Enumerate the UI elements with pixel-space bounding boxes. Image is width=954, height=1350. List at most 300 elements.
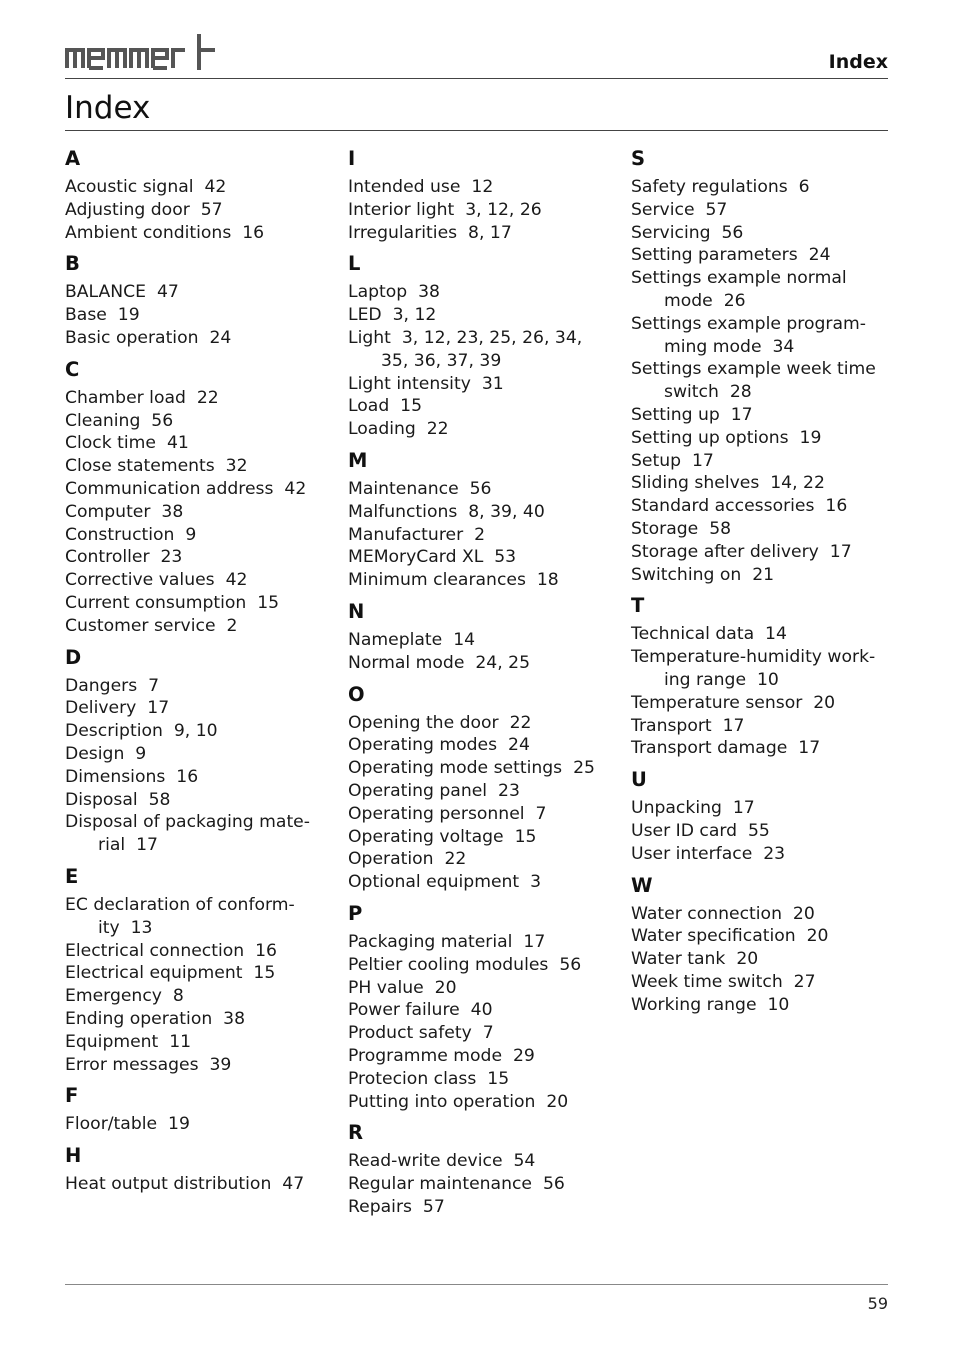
index-term: Error messages [65, 1054, 199, 1075]
index-entry-list [65, 675, 327, 857]
index-letter-heading: M [348, 448, 368, 472]
index-term: Packaging material [348, 931, 513, 952]
index-term: Operating voltage [348, 826, 504, 847]
index-term: Week time switch [631, 971, 783, 992]
index-term: Setting up [631, 404, 720, 425]
index-entry [631, 222, 893, 245]
index-letter-heading: H [65, 1144, 82, 1168]
index-page-refs: 39 [209, 1054, 232, 1075]
index-page-refs: 32 [225, 456, 248, 477]
index-page-refs: 22 [444, 849, 467, 870]
index-entry [348, 501, 610, 524]
footer-rule [65, 1284, 888, 1285]
index-term: Floor/table [65, 1114, 158, 1135]
index-page-refs: 16 [242, 222, 265, 243]
index-entry [631, 843, 893, 866]
index-entry [65, 743, 327, 766]
index-letter-heading: T [631, 594, 645, 618]
index-term: Communication address [65, 478, 274, 499]
index-page-refs: 41 [166, 433, 189, 454]
index-letter-heading: S [631, 147, 646, 170]
index-page-refs: 54 [513, 1151, 536, 1172]
index-letter-group [65, 1143, 327, 1196]
index-entry [65, 615, 327, 638]
index-term: Load [348, 396, 390, 417]
index-entry [65, 789, 327, 812]
index-page-refs: 29 [512, 1045, 535, 1066]
index-letter-heading: D [65, 645, 82, 669]
index-letter-heading: N [348, 599, 365, 623]
index-entry [348, 977, 610, 1000]
index-term: Settings example program-ming mode [631, 313, 866, 357]
index-term: Water connection [631, 903, 782, 924]
index-term: User ID card [631, 820, 738, 841]
index-term: Optional equipment [348, 872, 520, 893]
index-entry-list [631, 176, 893, 586]
index-page-refs: 11 [169, 1031, 192, 1052]
index-page-refs: 56 [559, 954, 582, 975]
index-page-refs: 13 [130, 917, 153, 938]
index-page-refs: 56 [542, 1174, 565, 1195]
index-page-refs: 15 [253, 963, 276, 984]
index-page-refs: 17 [523, 931, 546, 952]
index-entry [348, 395, 610, 418]
index-letter-group [65, 146, 327, 244]
index-entry [631, 971, 893, 994]
index-entry [65, 176, 327, 199]
index-entry [631, 925, 893, 948]
index-entry [65, 281, 327, 304]
index-entry [65, 1008, 327, 1031]
index-page-refs: 24 [808, 245, 831, 266]
index-page-refs: 55 [748, 820, 770, 841]
index-term: Heat output distribution [65, 1174, 272, 1195]
index-term: Storage after delivery [631, 541, 819, 562]
index-page-refs: 21 [752, 564, 775, 585]
index-term: Storage [631, 518, 699, 539]
index-entry [631, 692, 893, 715]
index-entry-list [65, 894, 327, 1076]
index-entry-list [65, 1173, 327, 1196]
index-term: Description [65, 721, 163, 742]
index-term: Interior light [348, 199, 455, 220]
index-entry [348, 546, 610, 569]
index-entry [65, 894, 327, 940]
index-page-refs: 20 [736, 949, 759, 970]
index-term: Acoustic signal [65, 177, 194, 197]
index-entry [65, 1113, 327, 1136]
index-page-refs: 57 [422, 1196, 445, 1217]
index-page-refs: 17 [730, 404, 753, 425]
index-page-refs: 10 [756, 669, 779, 690]
index-entry [65, 1031, 327, 1054]
index-entry [348, 757, 610, 780]
index-term: Regular maintenance [348, 1174, 532, 1195]
index-entry [631, 820, 893, 843]
index-page-refs: 10 [767, 994, 790, 1015]
index-page-refs: 57 [705, 199, 728, 220]
index-page-refs: 3, 12 [392, 305, 437, 326]
index-page-refs: 47 [156, 282, 179, 303]
index-page-refs: 23 [763, 843, 786, 864]
index-entry [631, 472, 893, 495]
index-entry-list [631, 623, 893, 760]
index-page-refs: 12 [471, 177, 494, 197]
index-page-refs: 42 [225, 570, 248, 591]
index-letter-group [631, 146, 893, 586]
index-page-refs: 57 [200, 199, 223, 220]
index-page-refs: 20 [434, 977, 457, 998]
index-page-refs: 14 [765, 624, 787, 645]
index-entry [631, 176, 893, 199]
index-entry [348, 478, 610, 501]
index-entry [348, 199, 610, 222]
index-letter-heading: L [348, 252, 361, 276]
index-page-refs: 18 [536, 570, 559, 591]
index-letter-heading: C [65, 357, 80, 381]
index-page-refs: 3, 12, 26 [465, 199, 542, 220]
index-entry [631, 404, 893, 427]
index-term: Construction [65, 524, 175, 545]
index-letter-heading: P [348, 901, 363, 925]
index-term: Product safety [348, 1023, 472, 1044]
index-page-refs: 23 [498, 780, 520, 801]
index-page-refs: 38 [223, 1008, 246, 1029]
index-page-refs: 28 [729, 382, 752, 403]
index-column-3 [631, 146, 893, 1024]
index-term: Clock time [65, 433, 156, 454]
index-page-refs: 40 [470, 1000, 493, 1021]
index-entry [348, 1091, 610, 1114]
index-entry [65, 524, 327, 547]
index-term: Transport [631, 715, 712, 736]
index-term: Servicing [631, 222, 711, 243]
index-term: Chamber load [65, 387, 186, 408]
index-page-refs: 22 [426, 419, 449, 440]
index-entry-list [348, 629, 610, 675]
index-term: Working range [631, 994, 757, 1015]
index-letter-group [631, 767, 893, 865]
index-page-refs: 8, 39, 40 [468, 501, 545, 522]
index-term: Basic operation [65, 327, 199, 348]
index-page-refs: 26 [723, 290, 746, 311]
index-entry-list [348, 712, 610, 894]
index-letter-group [348, 448, 610, 592]
index-term: Corrective values [65, 570, 215, 591]
index-entry [348, 871, 610, 894]
index-entry [65, 222, 327, 245]
index-entry [631, 903, 893, 926]
index-term: Close statements [65, 456, 215, 477]
index-term: Dimensions [65, 766, 166, 787]
index-term: Disposal [65, 789, 138, 810]
index-entry [65, 304, 327, 327]
index-term: Settings example normal mode [631, 268, 847, 311]
index-term: Light [348, 327, 391, 348]
index-entry [65, 387, 327, 410]
index-entry [348, 803, 610, 826]
index-entry [348, 569, 610, 592]
index-page-refs: 42 [284, 478, 307, 499]
index-page-refs: 17 [829, 541, 852, 562]
index-page-refs: 56 [151, 410, 174, 431]
index-entry [631, 358, 893, 404]
index-entry [65, 1173, 327, 1196]
index-letter-heading: B [65, 252, 80, 276]
index-page-refs: 8 [172, 986, 184, 1007]
index-page-refs: 19 [799, 427, 822, 448]
index-letter-group [65, 251, 327, 349]
index-term: Operating panel [348, 780, 488, 801]
index-entry [65, 940, 327, 963]
index-entry [348, 1150, 610, 1173]
index-page-refs: 16 [176, 766, 199, 787]
index-page-refs: 9 [135, 743, 147, 764]
index-entry [631, 427, 893, 450]
index-letter-group [65, 864, 327, 1076]
index-letter-heading: I [348, 147, 356, 170]
index-entry [631, 244, 893, 267]
index-entry [631, 450, 893, 473]
index-entry [65, 811, 327, 857]
index-entry [348, 780, 610, 803]
index-entry [348, 176, 610, 199]
index-page-refs: 19 [168, 1114, 190, 1135]
index-page-refs: 38 [161, 501, 184, 522]
index-entry-list [631, 903, 893, 1017]
index-term: Cleaning [65, 410, 141, 431]
index-entry-list [348, 281, 610, 441]
index-page-refs: 15 [400, 396, 423, 417]
index-term: Water specification [631, 926, 796, 947]
index-entry [65, 455, 327, 478]
index-page-refs: 24, 25 [475, 652, 531, 673]
index-page-refs: 25 [573, 758, 595, 779]
index-page-refs: 17 [691, 450, 714, 471]
index-term: Technical data [631, 624, 755, 645]
index-page-refs: 58 [709, 518, 732, 539]
index-term: Customer service [65, 615, 216, 636]
index-page-refs: 14, 22 [770, 473, 825, 494]
title-rule [65, 130, 888, 131]
index-term: Normal mode [348, 652, 465, 673]
index-page-refs: 24 [508, 735, 530, 756]
index-term: Ending operation [65, 1008, 213, 1029]
index-page-refs: 2 [226, 615, 238, 636]
index-page-refs: 7 [482, 1023, 494, 1044]
index-entry [631, 495, 893, 518]
index-page-refs: 9 [185, 524, 197, 545]
index-entry-list [65, 281, 327, 349]
index-entry [631, 646, 893, 692]
index-term: LED [348, 305, 382, 326]
index-term: Delivery [65, 698, 137, 719]
index-term: Temperature sensor [631, 692, 803, 713]
index-letter-heading: W [631, 873, 653, 897]
index-entry [65, 199, 327, 222]
memmert-logo [65, 30, 217, 72]
index-entry-list [348, 176, 610, 244]
index-letter-group [348, 1120, 610, 1218]
index-term: Electrical equipment [65, 963, 243, 984]
index-term: Sliding shelves [631, 473, 760, 494]
index-page-refs: 17 [798, 738, 821, 759]
index-page-refs: 17 [722, 715, 745, 736]
index-entry [65, 478, 327, 501]
index-page-refs: 23 [160, 547, 183, 568]
index-term: Equipment [65, 1031, 159, 1052]
index-term: Base [65, 305, 107, 326]
index-page-refs: 15 [514, 826, 537, 847]
index-letter-heading: E [65, 864, 79, 888]
index-term: Setting parameters [631, 245, 798, 266]
index-term: Operating modes [348, 735, 498, 756]
index-term: Light intensity [348, 373, 471, 394]
index-page-refs: 58 [148, 789, 171, 810]
index-page-refs: 53 [494, 547, 517, 568]
header-rule [65, 78, 888, 79]
index-term: Operating personnel [348, 803, 525, 824]
index-entry [631, 199, 893, 222]
index-entry [65, 985, 327, 1008]
index-entry [65, 675, 327, 698]
index-page-refs: 17 [136, 835, 158, 856]
index-page-refs: 3, 12, 23, 25, 26, 34, 35, 36, 37, 39 [381, 327, 583, 371]
index-entry [631, 948, 893, 971]
index-page-refs: 31 [481, 373, 504, 394]
index-page-refs: 6 [798, 177, 810, 197]
index-term: PH value [348, 977, 424, 998]
index-page-refs: 3 [530, 872, 542, 893]
index-term: Standard accessories [631, 496, 815, 517]
page-title: Index [65, 90, 151, 126]
index-entry [348, 999, 610, 1022]
index-letter-heading: F [65, 1084, 79, 1108]
index-term: User interface [631, 843, 753, 864]
index-term: Manufacturer [348, 524, 464, 545]
index-term: Design [65, 743, 125, 764]
index-term: Unpacking [631, 798, 722, 819]
index-term: Adjusting door [65, 199, 190, 220]
index-page-refs: 47 [282, 1174, 305, 1195]
index-entry [65, 569, 327, 592]
index-entry-list [631, 797, 893, 865]
index-entry [631, 623, 893, 646]
index-entry [348, 629, 610, 652]
index-page-refs: 27 [793, 971, 816, 992]
index-page-refs: 7 [535, 803, 547, 824]
index-term: Computer [65, 501, 151, 522]
index-term: Settings example week time switch [631, 359, 876, 403]
index-page-refs: 2 [474, 524, 486, 545]
index-page-refs: 15 [487, 1068, 510, 1089]
index-term: Maintenance [348, 478, 459, 499]
index-letter-group [348, 682, 610, 894]
index-term: Protecion class [348, 1068, 477, 1089]
index-page-refs: 56 [721, 222, 744, 243]
index-term: Loading [348, 419, 416, 440]
running-header: Index [828, 51, 888, 73]
index-page-refs: 42 [204, 177, 227, 197]
index-entry [65, 546, 327, 569]
index-term: Controller [65, 547, 150, 568]
index-term: Emergency [65, 986, 162, 1007]
index-term: Dangers [65, 675, 138, 696]
index-letter-group [348, 599, 610, 675]
index-entry [631, 715, 893, 738]
index-page-refs: 15 [257, 592, 280, 613]
index-entry [348, 418, 610, 441]
index-page-refs: 20 [806, 926, 829, 947]
index-term: Intended use [348, 177, 461, 197]
index-entry [348, 1068, 610, 1091]
index-page-refs: 56 [469, 478, 492, 499]
index-letter-group [348, 146, 610, 244]
index-term: Irregularities [348, 222, 458, 243]
index-page-refs: 24 [209, 327, 232, 348]
index-entry [631, 518, 893, 541]
index-letter-heading: O [348, 682, 365, 706]
index-entry [348, 281, 610, 304]
index-entry [65, 1054, 327, 1077]
index-letter-group [65, 357, 327, 638]
index-letter-group [65, 1083, 327, 1136]
index-letter-group [631, 593, 893, 760]
index-entry [65, 501, 327, 524]
index-term: Safety regulations [631, 177, 788, 197]
index-term: Operation [348, 849, 434, 870]
index-entry [65, 592, 327, 615]
index-term: Laptop [348, 282, 408, 303]
index-term: Disposal of packaging mate-rial [65, 812, 310, 856]
index-entry [65, 327, 327, 350]
index-page-refs: 20 [813, 692, 836, 713]
index-entry [65, 410, 327, 433]
index-page-refs: 20 [546, 1091, 569, 1112]
index-entry-list [348, 478, 610, 592]
index-term: Current consumption [65, 592, 247, 613]
index-entry [631, 313, 893, 359]
index-page-refs: 22 [509, 712, 532, 733]
index-page-refs: 16 [825, 496, 848, 517]
index-entry [348, 222, 610, 245]
index-page-refs: 7 [148, 675, 160, 696]
index-entry-list [65, 1113, 327, 1136]
index-entry [65, 720, 327, 743]
index-entry [348, 734, 610, 757]
index-page-refs: 16 [255, 940, 277, 961]
index-entry [631, 267, 893, 313]
index-term: Temperature-humidity work-ing range [631, 647, 876, 690]
index-entry [348, 1196, 610, 1219]
index-entry [348, 954, 610, 977]
index-term: Water tank [631, 949, 726, 970]
index-entry [348, 327, 610, 373]
index-entry-list [65, 387, 327, 638]
index-term: BALANCE [65, 282, 146, 303]
index-entry [631, 797, 893, 820]
page-number: 59 [867, 1294, 888, 1313]
index-entry-list [348, 931, 610, 1113]
index-page-refs: 20 [792, 903, 815, 924]
index-term: Read-write device [348, 1151, 503, 1172]
index-letter-group [65, 645, 327, 857]
index-page-refs: 22 [196, 387, 219, 408]
index-letter-heading: A [65, 147, 81, 170]
index-entry-list [348, 1150, 610, 1218]
index-term: Transport damage [631, 738, 788, 759]
index-letter-group [631, 873, 893, 1017]
